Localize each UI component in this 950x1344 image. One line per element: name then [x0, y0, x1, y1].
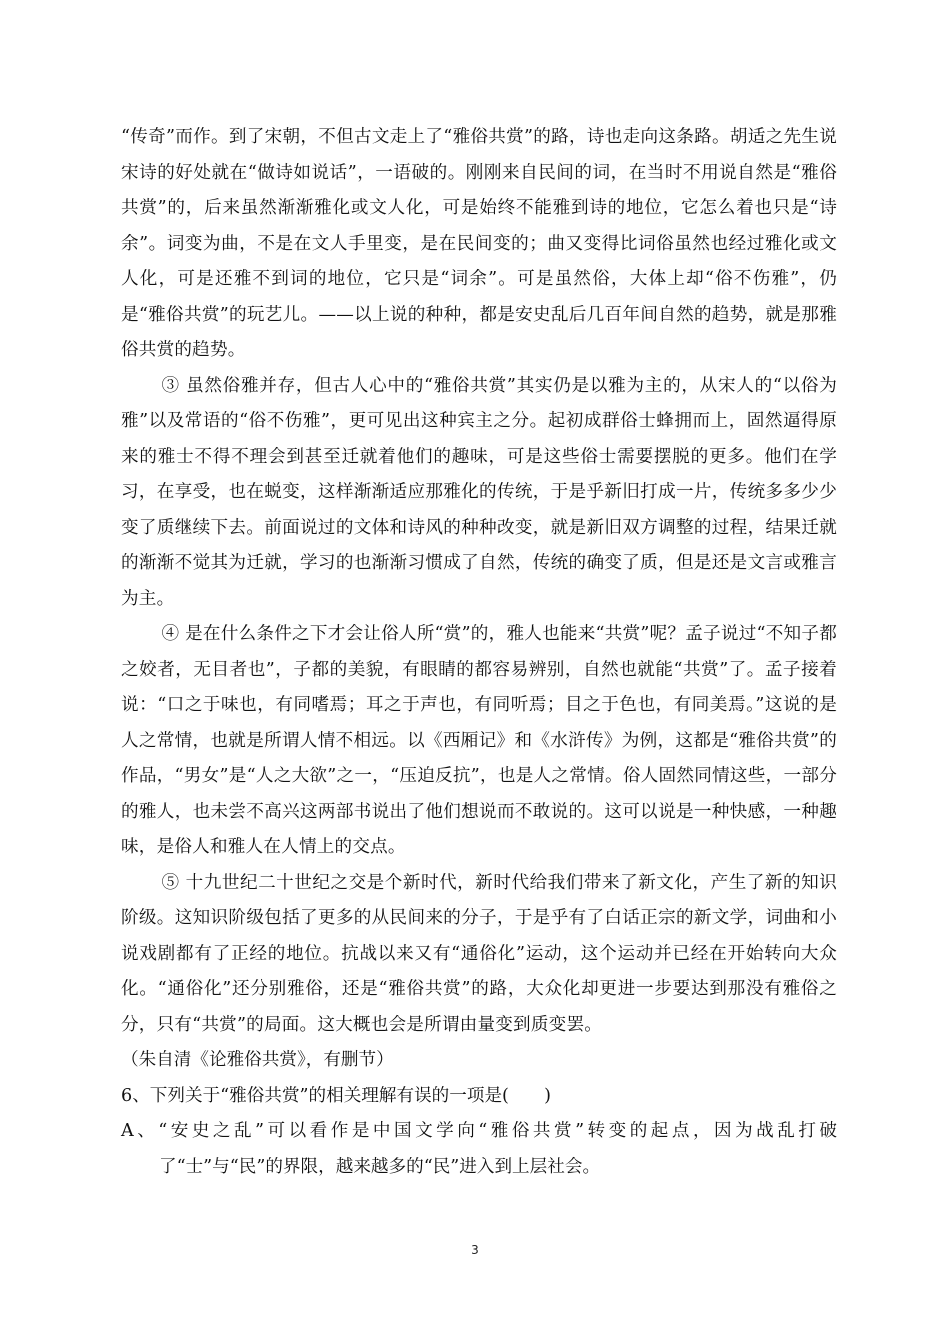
option-a: A、“安史之乱”可以看作是中国文学向“雅俗共赏”转变的起点，因为战乱打破了“士”与“民”的界限，越来越多的“民”进入到上层社会。 — [121, 1121, 837, 1177]
paragraph-4: ④ 是在什么条件之下才会让俗人所“赏”的，雅人也能来“共赏”呢？孟子说过“不知子都之姣者，无目者也”，子都的美貌，有眼睛的都容易辨别，自然也就能“共赏”了。孟子接着说：“口之于味也，有同嗜焉；耳之于声也，有同听焉；目之于色也，有同美焉。”这说的是人之常情，也就是所谓人情不相远。以《西厢记》和《水浒传》为例，这都是“雅俗共赏”的作品，“男女”是“人之大欲”之一，“压迫反抗”，也是人之常情。俗人固然同情这些，一部分的雅人，也未尝不高兴这两部书说出了他们想说而不敢说的。这可以说是一种快感，一种趣味，是俗人和雅人在人情上的交点。 — [121, 624, 837, 857]
paragraph-3: ③ 虽然俗雅并存，但古人心中的“雅俗共赏”其实仍是以雅为主的，从宋人的“以俗为雅”以及常语的“俗不伤雅”，更可见出这种宾主之分。起初成群俗士蜂拥而上，固然逼得原来的雅士不得不理会到甚至迁就着他们的趣味，可是这些俗士需要摆脱的更多。他们在学习，在享受，也在蜕变，这样渐渐适应那雅化的传统，于是乎新旧打成一片，传统多多少少变了质继续下去。前面说过的文体和诗风的种种改变，就是新旧双方调整的过程，结果迁就的渐渐不觉其为迁就，学习的也渐渐习惯成了自然，传统的确变了质，但是还是文言或雅言为主。 — [121, 375, 837, 609]
source-citation: （朱自清《论雅俗共赏》，有删节） — [121, 1050, 394, 1070]
paragraph-5: ⑤ 十九世纪二十世纪之交是个新时代，新时代给我们带来了新文化，产生了新的知识阶级。这知识阶级包括了更多的从民间来的分子，于是乎有了白话正宗的新文学，词曲和小说戏剧都有了正经的地位。抗战以来又有“通俗化”运动，这个运动并已经在开始转向大众化。“通俗化”还分别雅俗，还是“雅俗共赏”的路，大众化却更进一步要达到那没有雅俗之分，只有“共赏”的局面。这大概也会是所谓由量变到质变罢。 — [121, 872, 837, 1035]
document-body — [121, 120, 837, 1185]
paragraph-continuation: “传奇”而作。到了宋朝，不但古文走上了“雅俗共赏”的路，诗也走向这条路。胡适之先生说宋诗的好处就在“做诗如说话”，一语破的。刚刚来自民间的词，在当时不用说自然是“雅俗共赏”的，后来虽然渐渐雅化或文人化，可是始终不能雅到诗的地位，它怎么着也只是“诗余”。词变为曲，不是在文人手里变，是在民间变的；曲又变得比词俗虽然也经过雅化或文人化，可是还雅不到词的地位，它只是“词余”。可是虽然俗，大体上却“俗不伤雅”，仍是“雅俗共赏”的玩艺儿。——以上说的种种，都是安史乱后几百年间自然的趋势，就是那雅俗共赏的趋势。 — [121, 127, 837, 360]
question-6: 6、下列关于“雅俗共赏”的相关理解有误的一项是( ) — [121, 1085, 551, 1106]
page-number: 3 — [471, 1243, 479, 1257]
